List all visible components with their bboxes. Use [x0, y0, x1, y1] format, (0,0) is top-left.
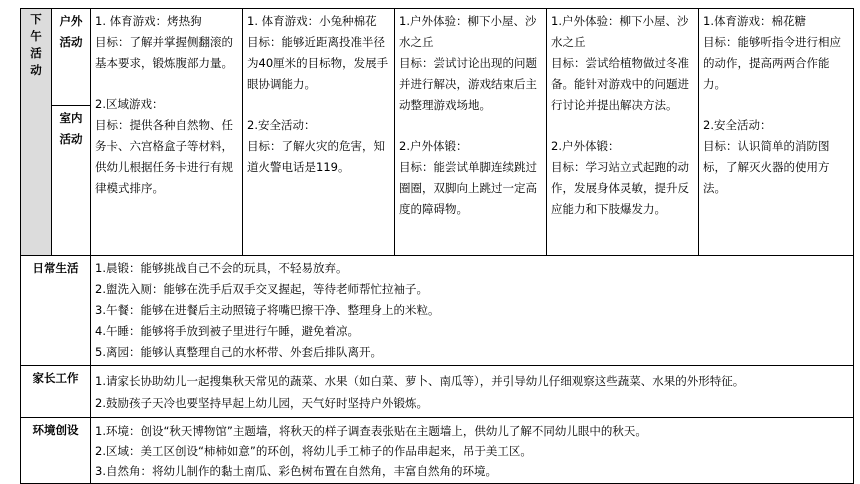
- environment-creation-label: 环境创设: [21, 418, 91, 484]
- outdoor-activity-text: 1. 体育游戏：小兔种棉花 目标：能够近距离投准半径为40厘米的目标物，发展手眼协调能力。: [247, 14, 389, 91]
- outdoor-activity-text: 1.体育游戏：棉花糖 目标：能够听指令进行相应的动作，提高两两合作能力。: [703, 14, 841, 91]
- daily-life-line: 2.盥洗入厕：能够在洗手后双手交叉握起，等待老师帮忙拉袖子。: [95, 282, 428, 296]
- outdoor-activity-label: 户外活动: [52, 9, 91, 106]
- environment-line: 2.区域：美工区创设“柿柿如意”的环创，将幼儿手工柿子的作品串起来，吊于美工区。: [95, 443, 532, 458]
- indoor-activity-text: 2.安全活动： 目标：认识简单的消防图标，了解灭火器的使用方法。: [703, 118, 830, 195]
- indoor-activity-text: 2.户外体锻： 目标：能尝试单脚连续跳过圈圈，双脚向上跳过一定高度的障碍物。: [399, 139, 537, 216]
- outdoor-activity-text: 1.户外体验：柳下小屋、沙水之丘 目标：尝试给植物做过冬准备。能针对游戏中的问题进行讨论并提出解决方法。: [551, 14, 689, 112]
- indoor-activity-label: 室内活动: [52, 106, 91, 256]
- environment-creation-content: [91, 418, 854, 484]
- environment-line: 1.环境：创设“秋天博物馆”主题墙，将秋天的样子调查表张贴在主题墙上，供幼儿了解不同幼儿眼中的秋天。: [95, 423, 647, 438]
- activity-cell-col2: [243, 9, 395, 256]
- daily-life-line: 1.晨锻：能够挑战自己不会的玩具，不轻易放弃。: [95, 261, 348, 275]
- daily-life-line: 3.午餐：能够在进餐后主动照镜子将嘴巴擦干净、整理身上的米粒。: [95, 303, 440, 317]
- outdoor-activity-text: 1.户外体验：柳下小屋、沙水之丘 目标：尝试讨论出现的问题并进行解决，游戏结束后主动整理游戏场地。: [399, 14, 537, 112]
- activity-cell-col5: [699, 9, 854, 256]
- environment-line: 3.自然角：将幼儿制作的黏土南瓜、彩色树布置在自然角，丰富自然角的环境。: [95, 463, 497, 478]
- outdoor-activity-text: 1. 体育游戏：烤热狗 目标：了解并掌握侧翻滚的基本要求，锻炼腹部力量。: [95, 14, 233, 70]
- weekly-plan-table: [20, 8, 854, 484]
- daily-life-line: 4.午睡：能够将手放到被子里进行午睡，避免着凉。: [95, 324, 359, 338]
- daily-life-line: 5.离园：能够认真整理自己的水杯带、外套后排队离开。: [95, 345, 382, 359]
- parent-work-line: 2.鼓励孩子天冷也要坚持早起上幼儿园，天气好时坚持户外锻炼。: [95, 395, 428, 410]
- activity-cell-col1: [91, 9, 243, 256]
- daily-life-label: 日常生活: [21, 256, 91, 366]
- parent-work-content: [91, 366, 854, 418]
- indoor-activity-text: 2.户外体锻： 目标：学习站立式起跑的动作，发展身体灵敏，提升反应能力和下肢爆发力。: [551, 139, 689, 216]
- parent-work-label: 家长工作: [21, 366, 91, 418]
- indoor-activity-text: 2.安全活动： 目标：了解火灾的危害，知道火警电话是119。: [247, 118, 385, 174]
- daily-life-content: [91, 256, 854, 366]
- parent-work-line: 1.请家长协助幼儿一起搜集秋天常见的蔬菜、水果（如白菜、萝卜、南瓜等），并引导幼儿仔细观察这些蔬菜、水果的外形特征。: [95, 373, 745, 388]
- activity-cell-col3: [395, 9, 547, 256]
- indoor-activity-text: 2.区域游戏： 目标：提供各种自然物、任务卡、六宫格盒子等材料，供幼儿根据任务卡进行有规律模式排序。: [95, 97, 233, 195]
- afternoon-activities-label: 下午活动: [21, 9, 52, 256]
- activity-cell-col4: [547, 9, 699, 256]
